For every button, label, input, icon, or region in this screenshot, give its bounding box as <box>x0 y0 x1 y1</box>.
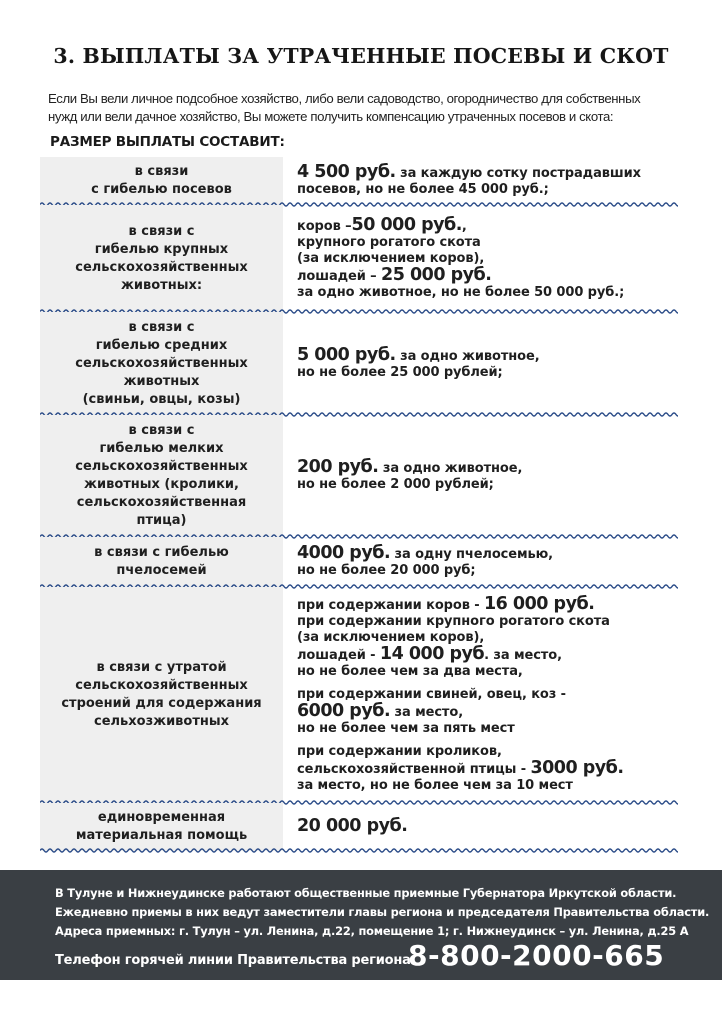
amount-line <box>297 459 678 477</box>
amount-text: . за место, <box>484 648 562 663</box>
row-category <box>40 312 283 415</box>
amount-value: 14 000 руб <box>379 644 485 664</box>
amount-line <box>297 703 678 721</box>
amount-text: за место, <box>390 705 464 720</box>
row-amount <box>297 205 678 312</box>
amount-line <box>297 596 678 614</box>
amount-text: (за исключением коров), <box>297 250 485 266</box>
amount-line <box>297 235 678 251</box>
amount-text: но не более 20 000 руб; <box>297 563 476 578</box>
amount-text: за каждую сотку пострадавших <box>395 166 641 181</box>
category-line: животных (кролики, <box>84 477 239 492</box>
table-row <box>40 415 678 537</box>
category-line: сельскохозяйственных <box>75 678 248 693</box>
amount-text: сельскохозяйственной птицы - <box>297 762 531 777</box>
table-row <box>40 205 678 312</box>
footer-panel <box>0 870 722 980</box>
category-line: пчелосемей <box>116 563 207 578</box>
category-line: в связи с <box>128 423 195 438</box>
row-amount <box>297 312 678 415</box>
row-category <box>40 157 283 205</box>
row-category <box>40 587 283 803</box>
spacer <box>297 737 678 744</box>
amount-text: крупного рогатого скота <box>297 234 481 250</box>
amount-text: но не более чем за пять мест <box>297 721 515 736</box>
amount-value: 50 000 руб. <box>351 214 462 235</box>
category-line: сельхозживотных <box>94 714 229 729</box>
row-amount <box>297 157 678 205</box>
hotline-number: 8-800-2000-665 <box>408 939 665 972</box>
category-line: сельскохозяйственных <box>75 355 248 371</box>
amount-line <box>297 630 678 646</box>
amount-value: 5 000 руб. <box>297 344 396 365</box>
amount-text: посевов, но не более 45 000 руб.; <box>297 182 549 197</box>
category-line: (свиньи, овцы, козы) <box>82 391 241 407</box>
amount-text: коров – <box>297 218 352 234</box>
footer-line: Ежедневно приемы в них ведут заместители главы региона и председателя Правительства области. <box>55 905 710 919</box>
amount-text: но не более 25 000 рублей; <box>297 364 503 380</box>
amount-value: 4 500 руб. <box>297 162 396 182</box>
amount-text: за одну пчелосемью, <box>390 547 554 562</box>
category-line: в связи с утратой <box>96 660 227 675</box>
amount-line <box>297 646 678 664</box>
category-line: в связи с <box>128 223 195 239</box>
amount-line <box>297 344 678 365</box>
row-category <box>40 205 283 312</box>
amount-text: но не более чем за два места, <box>297 664 523 679</box>
amount-text: но не более 2 000 рублей; <box>297 477 494 492</box>
amount-text: при содержании свиней, овец, коз - <box>297 687 566 702</box>
intro-text <box>48 90 688 126</box>
row-amount <box>297 803 678 851</box>
wavy-divider <box>40 847 678 854</box>
amount-line <box>297 264 678 285</box>
amount-line <box>297 721 678 737</box>
amount-value: 4000 руб. <box>297 543 391 563</box>
category-line: животных: <box>120 277 203 293</box>
amount-line <box>297 778 678 794</box>
amount-text: лошадей - <box>297 648 380 663</box>
category-line: с гибелью посевов <box>91 182 232 197</box>
table-row <box>40 312 678 415</box>
amount-value: 16 000 руб. <box>483 594 595 614</box>
footer-line: Адреса приемных: г. Тулун – ул. Ленина, д.22, помещение 1; г. Нижнеудинск – ул. Ленина, д.25 А <box>55 924 689 938</box>
category-line: животных <box>123 373 200 389</box>
amount-text: за место, но не более чем за 10 мест <box>297 778 573 793</box>
amount-text: (за исключением коров), <box>297 630 485 645</box>
amount-text: за одно животное, <box>378 461 523 476</box>
table-row <box>40 587 678 803</box>
amount-line <box>297 563 678 579</box>
amount-value: 3000 руб. <box>530 758 624 778</box>
amount-line <box>297 477 678 493</box>
amount-text: при содержании коров - <box>297 598 484 613</box>
amount-line <box>297 760 678 778</box>
amount-line <box>297 182 678 198</box>
table-row <box>40 803 678 851</box>
page-title: 3. ВЫПЛАТЫ ЗА УТРАЧЕННЫЕ ПОСЕВЫ И СКОТ <box>53 44 669 68</box>
category-line: единовременная <box>97 810 226 825</box>
payments-table <box>40 157 678 851</box>
category-line: в связи <box>134 164 189 179</box>
amount-line <box>297 664 678 680</box>
amount-line <box>297 818 678 836</box>
category-line: гибелью мелких <box>99 441 224 456</box>
amount-text: лошадей – <box>297 268 382 284</box>
amount-text: , <box>461 218 467 234</box>
amount-value: 200 руб. <box>297 457 379 477</box>
category-line: сельскохозяйственных <box>75 459 248 474</box>
category-line: сельскохозяйственных <box>75 259 248 275</box>
spacer <box>297 680 678 687</box>
amount-text: при содержании крупного рогатого скота <box>297 614 610 629</box>
category-line: строений для содержания <box>61 696 262 711</box>
category-line: птица) <box>136 513 187 528</box>
row-category <box>40 537 283 587</box>
section-subtitle: РАЗМЕР ВЫПЛАТЫ СОСТАВИТ: <box>50 134 285 150</box>
category-line: гибелью средних <box>95 337 228 353</box>
row-amount <box>297 587 678 803</box>
footer-line: В Тулуне и Нижнеудинске работают общественные приемные Губернатора Иркутской области. <box>55 886 677 900</box>
amount-text: при содержании кроликов, <box>297 744 502 759</box>
row-category <box>40 415 283 537</box>
amount-line <box>297 365 678 381</box>
amount-value: 25 000 руб. <box>381 264 492 285</box>
amount-text: за одно животное, <box>395 348 540 364</box>
category-line: в связи с <box>128 319 195 335</box>
row-amount <box>297 415 678 537</box>
category-line: гибелью крупных <box>94 241 229 257</box>
amount-line <box>297 285 678 301</box>
amount-line <box>297 545 678 563</box>
amount-line <box>297 164 678 182</box>
intro-line: нужд или вели дачное хозяйство, Вы можете получить компенсацию утраченных посевов и скота: <box>48 109 614 124</box>
amount-line <box>297 214 678 235</box>
category-line: в связи с гибелью <box>94 545 229 560</box>
row-category <box>40 803 283 851</box>
footer-info <box>55 884 709 941</box>
hotline-label: Телефон горячей линии Правительства региона: <box>55 953 416 968</box>
amount-value: 6000 руб. <box>297 701 391 721</box>
category-line: сельскохозяйственная <box>76 495 247 510</box>
amount-text: за одно животное, но не более 50 000 руб.; <box>297 284 625 300</box>
amount-value: 20 000 руб. <box>297 816 408 836</box>
amount-line <box>297 614 678 630</box>
category-line: материальная помощь <box>75 828 248 843</box>
row-amount <box>297 537 678 587</box>
intro-line: Если Вы вели личное подсобное хозяйство, либо вели садоводство, огородничество для собственных <box>48 91 641 106</box>
table-row <box>40 537 678 587</box>
table-row <box>40 157 678 205</box>
